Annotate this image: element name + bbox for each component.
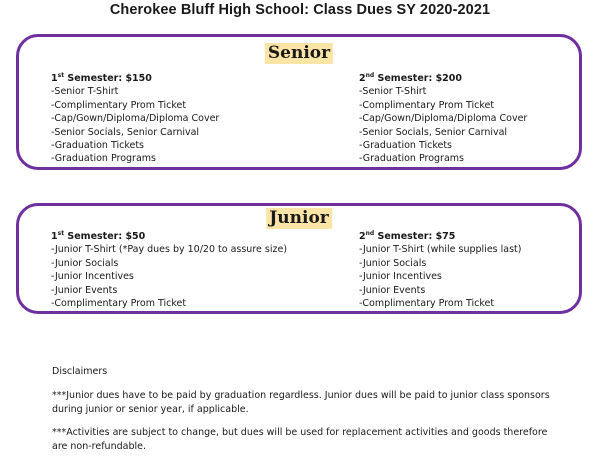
list-item: -Senior T-Shirt [51,86,119,98]
junior-first-semester-title: 1st Semester: $50 [51,229,146,242]
disclaimers-section [52,365,552,463]
disclaimer-paragraph: ***Activities are subject to change, but dues will be used for replacement activities and goods therefore are non-refundable. [52,427,548,452]
senior-second-semester-title: 2nd Semester: $200 [359,71,463,84]
junior-second-semester [359,230,521,310]
senior-dues-panel [16,34,582,170]
list-item: -Complimentary Prom Ticket [359,298,495,310]
list-item: -Graduation Tickets [359,140,453,152]
list-item: -Junior Events [359,284,426,296]
list-item: -Junior T-Shirt (while supplies last) [359,244,522,256]
senior-second-semester [359,72,527,166]
junior-heading: Junior [266,208,332,229]
page-title: Cherokee Bluff High School: Class Dues SY 2020-2021 [109,2,491,18]
list-item: -Graduation Programs [51,153,156,165]
list-item: -Junior Socials [51,257,119,269]
list-item: -Complimentary Prom Ticket [359,99,495,111]
list-item: -Junior T-Shirt (*Pay dues by 10/20 to assure size) [51,244,288,256]
list-item: -Junior Incentives [51,271,134,283]
list-item: -Junior Incentives [359,271,442,283]
list-item: -Senior Socials, Senior Carnival [359,126,508,138]
list-item: -Senior Socials, Senior Carnival [51,126,200,138]
list-item: -Cap/Gown/Diploma/Diploma Cover [51,113,220,125]
list-item: -Cap/Gown/Diploma/Diploma Cover [359,113,528,125]
disclaimers-heading: Disclaimers [52,366,108,377]
junior-dues-panel [16,203,582,314]
list-item: -Complimentary Prom Ticket [51,298,187,310]
senior-first-semester-title: 1st Semester: $150 [51,71,152,84]
list-item: -Senior T-Shirt [359,86,427,98]
disclaimer-paragraph: ***Junior dues have to be paid by graduation regardless. Junior dues will be paid to junior class sponsors during junior or senior year, if applicable. [52,390,550,415]
list-item: -Graduation Tickets [51,140,145,152]
senior-heading: Senior [265,43,333,64]
list-item: -Junior Socials [359,257,427,269]
list-item: -Complimentary Prom Ticket [51,99,187,111]
senior-first-semester [51,72,219,166]
list-item: -Graduation Programs [359,153,464,165]
junior-first-semester [51,230,287,310]
junior-second-semester-title: 2nd Semester: $75 [359,229,456,242]
list-item: -Junior Events [51,284,118,296]
